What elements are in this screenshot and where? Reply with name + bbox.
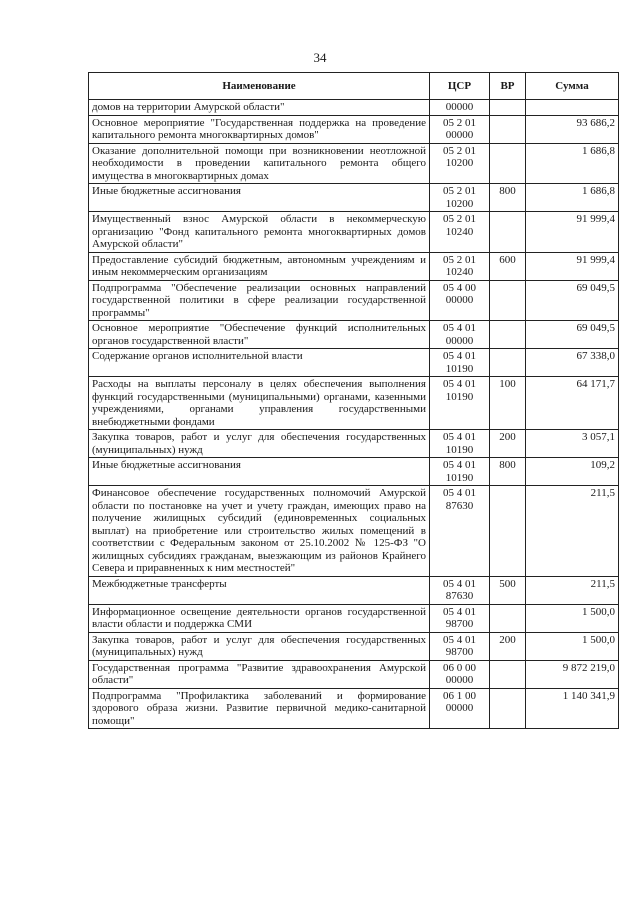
row-csr-cell: 05 4 01 87630	[430, 576, 490, 604]
row-name-cell: Расходы на выплаты персоналу в целях обеспечения выполнения функций государственными (муниципальными) органами, казенными учреждениями, органами управления государственными внебюджетными фондами	[89, 377, 430, 430]
row-csr-cell: 06 1 00 00000	[430, 688, 490, 729]
table-row	[89, 632, 619, 660]
row-vr-cell	[490, 280, 526, 321]
row-name-cell: Подпрограмма "Обеспечение реализации основных направлений государственной политики в сфере реализации государственной программы"	[89, 280, 430, 321]
row-csr-cell: 00000	[430, 100, 490, 116]
row-name-cell: Иные бюджетные ассигнования	[89, 184, 430, 212]
row-vr-cell	[490, 660, 526, 688]
row-name-cell: Финансовое обеспечение государственных полномочий Амурской области по постановке на учет и учету граждан, имеющих право на получение жилищных субсидий (единовременных социальных выплат) на приобретение или строительство жилых помещений в соответствии с Федеральным законом от 25.10.2002 № 125-ФЗ "О жилищных субсидиях гражданам, выезжающим из районов Крайнего Севера и приравненных к ним местностей"	[89, 486, 430, 577]
row-sum-cell: 109,2	[526, 458, 619, 486]
header-csr: ЦСР	[430, 73, 490, 100]
table-row	[89, 688, 619, 729]
row-name-cell: Основное мероприятие "Государственная поддержка на проведение капитального ремонта многоквартирных домов"	[89, 115, 430, 143]
row-vr-cell: 100	[490, 377, 526, 430]
row-name-cell: Закупка товаров, работ и услуг для обеспечения государственных (муниципальных) нужд	[89, 632, 430, 660]
row-name-cell: Государственная программа "Развитие здравоохранения Амурской области"	[89, 660, 430, 688]
row-sum-cell: 1 500,0	[526, 604, 619, 632]
table-row	[89, 604, 619, 632]
row-csr-cell: 05 2 01 00000	[430, 115, 490, 143]
row-name-cell: Закупка товаров, работ и услуг для обеспечения государственных (муниципальных) нужд	[89, 430, 430, 458]
row-vr-cell: 600	[490, 252, 526, 280]
table-row	[89, 660, 619, 688]
row-csr-cell: 05 4 01 00000	[430, 321, 490, 349]
row-sum-cell: 69 049,5	[526, 321, 619, 349]
row-vr-cell: 800	[490, 184, 526, 212]
row-sum-cell: 3 057,1	[526, 430, 619, 458]
row-csr-cell: 05 2 01 10240	[430, 212, 490, 253]
row-vr-cell: 200	[490, 430, 526, 458]
header-sum: Сумма	[526, 73, 619, 100]
page-number: 34	[313, 50, 327, 65]
row-vr-cell	[490, 321, 526, 349]
row-csr-cell: 05 4 01 98700	[430, 604, 490, 632]
row-sum-cell: 93 686,2	[526, 115, 619, 143]
table-row	[89, 430, 619, 458]
row-name-cell: Межбюджетные трансферты	[89, 576, 430, 604]
row-vr-cell	[490, 349, 526, 377]
row-sum-cell: 67 338,0	[526, 349, 619, 377]
row-vr-cell: 500	[490, 576, 526, 604]
row-sum-cell: 211,5	[526, 576, 619, 604]
row-sum-cell: 1 686,8	[526, 184, 619, 212]
table-row	[89, 321, 619, 349]
row-vr-cell	[490, 100, 526, 116]
header-vr: ВР	[490, 73, 526, 100]
row-vr-cell: 800	[490, 458, 526, 486]
table-row	[89, 377, 619, 430]
row-name-cell: домов на территории Амурской области"	[89, 100, 430, 116]
row-csr-cell: 06 0 00 00000	[430, 660, 490, 688]
table-row	[89, 115, 619, 143]
budget-table	[88, 72, 619, 729]
table-row	[89, 280, 619, 321]
row-vr-cell	[490, 688, 526, 729]
table-row	[89, 100, 619, 116]
table-row	[89, 458, 619, 486]
row-vr-cell	[490, 143, 526, 184]
row-csr-cell: 05 2 01 10200	[430, 143, 490, 184]
row-name-cell: Имущественный взнос Амурской области в некоммерческую организацию "Фонд капитального ремонта многоквартирных домов Амурской области"	[89, 212, 430, 253]
row-csr-cell: 05 4 01 98700	[430, 632, 490, 660]
row-sum-cell: 91 999,4	[526, 252, 619, 280]
row-csr-cell: 05 4 01 10190	[430, 377, 490, 430]
row-sum-cell: 1 140 341,9	[526, 688, 619, 729]
row-sum-cell: 64 171,7	[526, 377, 619, 430]
row-name-cell: Содержание органов исполнительной власти	[89, 349, 430, 377]
row-vr-cell	[490, 486, 526, 577]
table-row	[89, 252, 619, 280]
row-csr-cell: 05 2 01 10200	[430, 184, 490, 212]
row-vr-cell: 200	[490, 632, 526, 660]
row-vr-cell	[490, 604, 526, 632]
row-vr-cell	[490, 115, 526, 143]
row-name-cell: Информационное освещение деятельности органов государственной власти области и поддержка СМИ	[89, 604, 430, 632]
row-sum-cell	[526, 100, 619, 116]
table-row	[89, 486, 619, 577]
row-name-cell: Предоставление субсидий бюджетным, автономным учреждениям и иным некоммерческим организациям	[89, 252, 430, 280]
table-row	[89, 143, 619, 184]
row-name-cell: Иные бюджетные ассигнования	[89, 458, 430, 486]
row-sum-cell: 1 500,0	[526, 632, 619, 660]
row-vr-cell	[490, 212, 526, 253]
row-sum-cell: 69 049,5	[526, 280, 619, 321]
row-csr-cell: 05 4 01 87630	[430, 486, 490, 577]
row-csr-cell: 05 4 01 10190	[430, 458, 490, 486]
row-csr-cell: 05 4 01 10190	[430, 349, 490, 377]
table-row	[89, 349, 619, 377]
header-name: Наименование	[89, 73, 430, 100]
row-csr-cell: 05 2 01 10240	[430, 252, 490, 280]
table-row	[89, 184, 619, 212]
table-row	[89, 576, 619, 604]
table-header-row	[89, 73, 619, 100]
table-row	[89, 212, 619, 253]
row-sum-cell: 211,5	[526, 486, 619, 577]
row-csr-cell: 05 4 01 10190	[430, 430, 490, 458]
row-csr-cell: 05 4 00 00000	[430, 280, 490, 321]
row-name-cell: Оказание дополнительной помощи при возникновении неотложной необходимости в проведении капитального ремонта общего имущества в многоквартирных домах	[89, 143, 430, 184]
row-sum-cell: 1 686,8	[526, 143, 619, 184]
row-sum-cell: 91 999,4	[526, 212, 619, 253]
row-name-cell: Основное мероприятие "Обеспечение функций исполнительных органов государственной власти"	[89, 321, 430, 349]
row-sum-cell: 9 872 219,0	[526, 660, 619, 688]
row-name-cell: Подпрограмма "Профилактика заболеваний и формирование здорового образа жизни. Развитие первичной медико-санитарной помощи"	[89, 688, 430, 729]
